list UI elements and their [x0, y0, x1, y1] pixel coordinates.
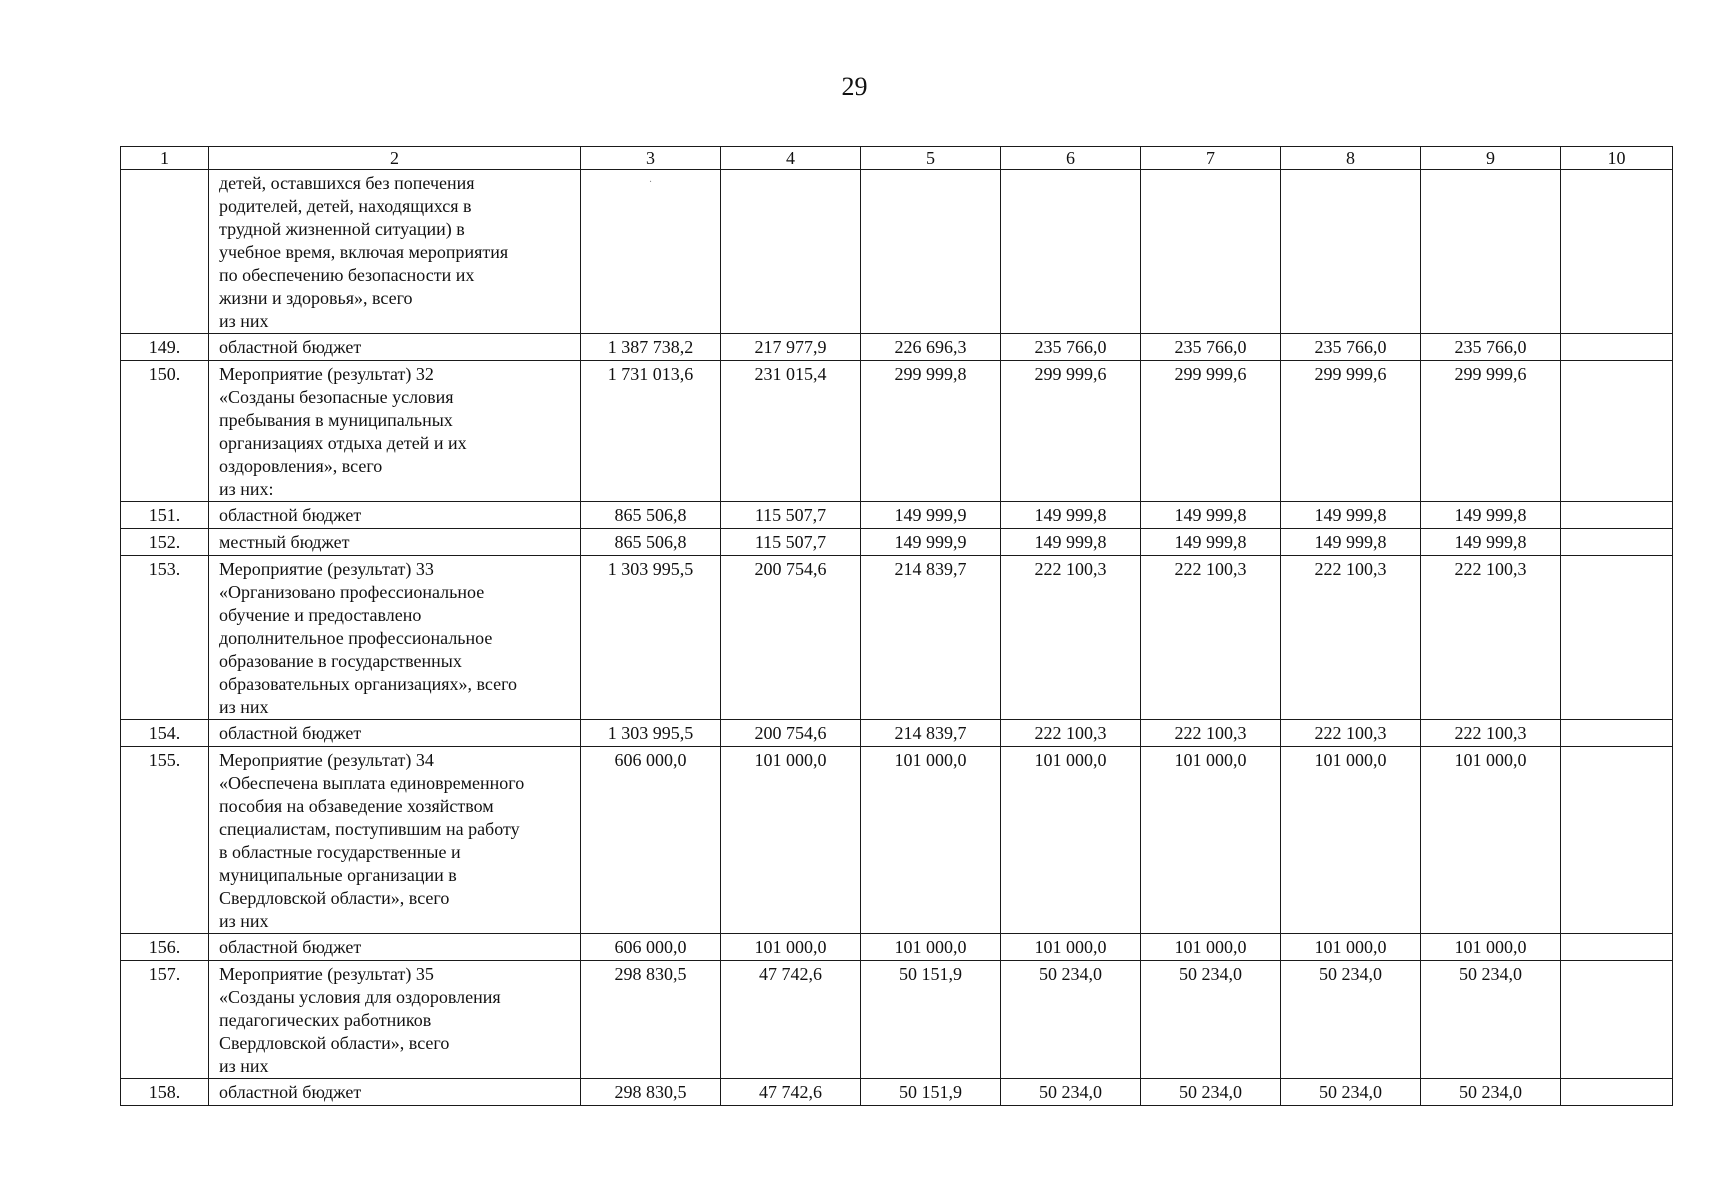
value-cell [1561, 502, 1673, 529]
value-cell: 149 999,8 [1141, 529, 1281, 556]
value-cell: 50 151,9 [861, 1079, 1001, 1106]
value-cell: 200 754,6 [721, 720, 861, 747]
value-cell: 214 839,7 [861, 556, 1001, 720]
value-cell: 50 234,0 [1001, 961, 1141, 1079]
row-number: 158. [121, 1079, 209, 1106]
value-cell: 299 999,6 [1421, 361, 1561, 502]
value-cell: 50 234,0 [1281, 1079, 1421, 1106]
value-cell: 149 999,8 [1281, 502, 1421, 529]
value-cell [1561, 361, 1673, 502]
value-cell: 50 234,0 [1141, 961, 1281, 1079]
value-cell [1141, 170, 1281, 334]
column-header: 9 [1421, 147, 1561, 170]
column-header: 6 [1001, 147, 1141, 170]
table-row [121, 556, 1673, 720]
value-cell: 235 766,0 [1421, 334, 1561, 361]
value-cell: 101 000,0 [1281, 934, 1421, 961]
value-cell: 222 100,3 [1281, 556, 1421, 720]
scan-speck: · [648, 177, 653, 188]
value-cell: 222 100,3 [1421, 556, 1561, 720]
value-cell: 222 100,3 [1281, 720, 1421, 747]
row-number: 152. [121, 529, 209, 556]
value-cell: 149 999,8 [1421, 502, 1561, 529]
budget-table [120, 146, 1673, 1106]
value-cell: 299 999,6 [1001, 361, 1141, 502]
table-row [121, 720, 1673, 747]
value-cell: 101 000,0 [1001, 747, 1141, 934]
value-cell: 299 999,6 [1141, 361, 1281, 502]
value-cell: 214 839,7 [861, 720, 1001, 747]
column-header: 1 [121, 147, 209, 170]
value-cell: 298 830,5 [581, 961, 721, 1079]
value-cell [1001, 170, 1141, 334]
value-cell: 865 506,8 [581, 502, 721, 529]
value-cell: 606 000,0 [581, 934, 721, 961]
row-description: детей, оставшихся без попечения родителей, детей, находящихся в трудной жизненной ситуации) в учебное время, включая мероприятия по обеспечению безопасности их жизни и здоровья», всего из них [209, 170, 581, 334]
column-header: 3 [581, 147, 721, 170]
value-cell: 235 766,0 [1281, 334, 1421, 361]
table-row [121, 961, 1673, 1079]
value-cell: 101 000,0 [1281, 747, 1421, 934]
value-cell: 222 100,3 [1001, 720, 1141, 747]
value-cell: 149 999,8 [1001, 529, 1141, 556]
row-number: 155. [121, 747, 209, 934]
table-row [121, 1079, 1673, 1106]
row-number: 151. [121, 502, 209, 529]
row-description: областной бюджет [209, 334, 581, 361]
row-description: Мероприятие (результат) 35 «Созданы условия для оздоровления педагогических работников Свердловской области», всего из них [209, 961, 581, 1079]
table-row [121, 529, 1673, 556]
value-cell [1281, 170, 1421, 334]
row-description: Мероприятие (результат) 33 «Организовано профессиональное обучение и предоставлено дополнительное профессиональное образование в государственных образовательных организациях», всего из них [209, 556, 581, 720]
value-cell: 606 000,0 [581, 747, 721, 934]
value-cell: 101 000,0 [1141, 747, 1281, 934]
column-header: 7 [1141, 147, 1281, 170]
row-description: Мероприятие (результат) 32 «Созданы безопасные условия пребывания в муниципальных организациях отдыха детей и их оздоровления», всего из них: [209, 361, 581, 502]
value-cell [581, 170, 721, 334]
table-row [121, 747, 1673, 934]
value-cell: 149 999,9 [861, 502, 1001, 529]
value-cell [1561, 934, 1673, 961]
value-cell: 101 000,0 [1421, 747, 1561, 934]
table-row [121, 170, 1673, 334]
value-cell: 299 999,8 [861, 361, 1001, 502]
table-body [121, 147, 1673, 1106]
row-description: Мероприятие (результат) 34 «Обеспечена выплата единовременного пособия на обзаведение хозяйством специалистам, поступившим на работу в областные государственные и муниципальные организации в Свердловской области», всего из них [209, 747, 581, 934]
value-cell: 149 999,8 [1281, 529, 1421, 556]
row-number [121, 170, 209, 334]
value-cell: 101 000,0 [721, 934, 861, 961]
column-header: 2 [209, 147, 581, 170]
value-cell [1561, 556, 1673, 720]
value-cell: 1 303 995,5 [581, 720, 721, 747]
value-cell: 47 742,6 [721, 961, 861, 1079]
value-cell [1561, 170, 1673, 334]
value-cell: 149 999,8 [1421, 529, 1561, 556]
value-cell: 299 999,6 [1281, 361, 1421, 502]
table-row [121, 934, 1673, 961]
table-row [121, 361, 1673, 502]
page-number: 29 [841, 72, 868, 101]
value-cell: 222 100,3 [1141, 720, 1281, 747]
row-number: 154. [121, 720, 209, 747]
value-cell: 222 100,3 [1001, 556, 1141, 720]
value-cell [1421, 170, 1561, 334]
value-cell: 50 151,9 [861, 961, 1001, 1079]
value-cell: 1 731 013,6 [581, 361, 721, 502]
value-cell: 47 742,6 [721, 1079, 861, 1106]
value-cell [1561, 1079, 1673, 1106]
value-cell: 865 506,8 [581, 529, 721, 556]
row-number: 150. [121, 361, 209, 502]
value-cell: 101 000,0 [1001, 934, 1141, 961]
value-cell: 226 696,3 [861, 334, 1001, 361]
value-cell: 101 000,0 [721, 747, 861, 934]
row-description: областной бюджет [209, 934, 581, 961]
column-header: 10 [1561, 147, 1673, 170]
row-description: местный бюджет [209, 529, 581, 556]
row-number: 156. [121, 934, 209, 961]
table-row [121, 502, 1673, 529]
value-cell: 149 999,9 [861, 529, 1001, 556]
value-cell: 50 234,0 [1141, 1079, 1281, 1106]
value-cell [1561, 529, 1673, 556]
table-row [121, 334, 1673, 361]
value-cell: 115 507,7 [721, 502, 861, 529]
table-header-row [121, 147, 1673, 170]
value-cell: 298 830,5 [581, 1079, 721, 1106]
value-cell: 235 766,0 [1001, 334, 1141, 361]
value-cell: 101 000,0 [861, 747, 1001, 934]
column-header: 4 [721, 147, 861, 170]
row-number: 157. [121, 961, 209, 1079]
value-cell: 101 000,0 [1421, 934, 1561, 961]
row-description: областной бюджет [209, 720, 581, 747]
value-cell [721, 170, 861, 334]
column-header: 8 [1281, 147, 1421, 170]
row-number: 149. [121, 334, 209, 361]
value-cell: 50 234,0 [1421, 1079, 1561, 1106]
value-cell: 50 234,0 [1281, 961, 1421, 1079]
value-cell: 149 999,8 [1001, 502, 1141, 529]
value-cell [861, 170, 1001, 334]
value-cell: 222 100,3 [1141, 556, 1281, 720]
row-description: областной бюджет [209, 1079, 581, 1106]
value-cell: 50 234,0 [1001, 1079, 1141, 1106]
value-cell [1561, 747, 1673, 934]
value-cell: 200 754,6 [721, 556, 861, 720]
value-cell: 101 000,0 [861, 934, 1001, 961]
value-cell [1561, 720, 1673, 747]
value-cell: 1 303 995,5 [581, 556, 721, 720]
value-cell [1561, 961, 1673, 1079]
value-cell: 149 999,8 [1141, 502, 1281, 529]
value-cell: 231 015,4 [721, 361, 861, 502]
value-cell: 222 100,3 [1421, 720, 1561, 747]
row-description: областной бюджет [209, 502, 581, 529]
value-cell: 217 977,9 [721, 334, 861, 361]
value-cell: 115 507,7 [721, 529, 861, 556]
value-cell: 50 234,0 [1421, 961, 1561, 1079]
column-header: 5 [861, 147, 1001, 170]
value-cell [1561, 334, 1673, 361]
value-cell: 1 387 738,2 [581, 334, 721, 361]
value-cell: 235 766,0 [1141, 334, 1281, 361]
row-number: 153. [121, 556, 209, 720]
value-cell: 101 000,0 [1141, 934, 1281, 961]
